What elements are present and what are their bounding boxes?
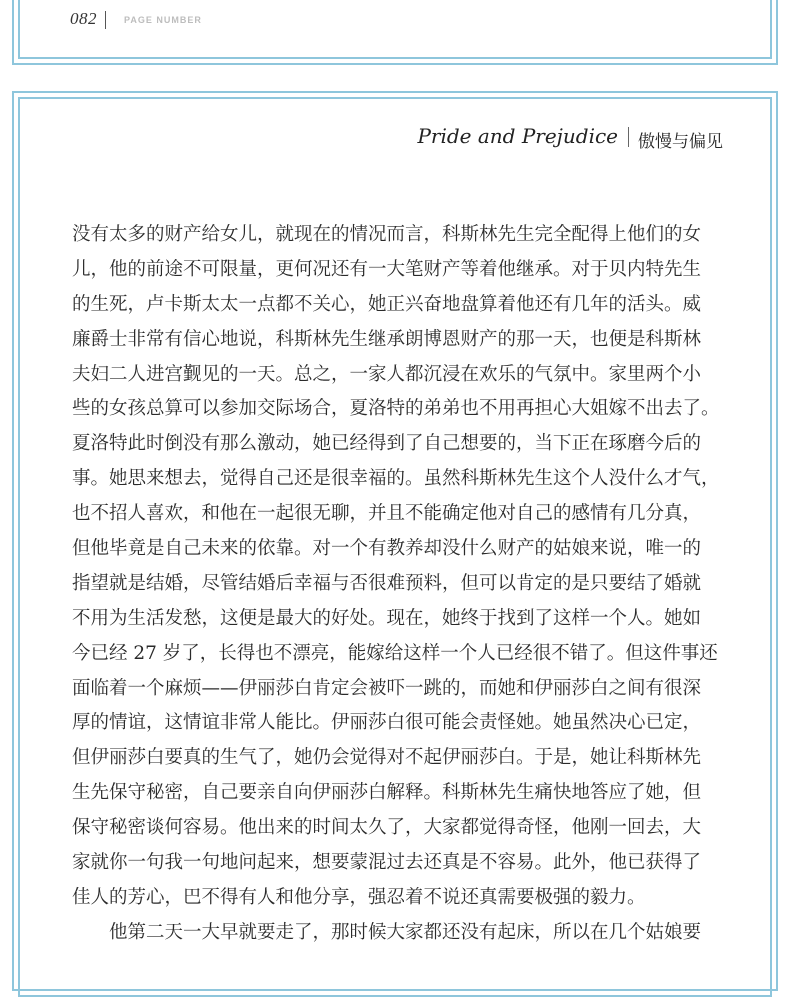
text-line: 也不招人喜欢，和他在一起很无聊，并且不能确定他对自己的感情有几分真，	[72, 503, 702, 525]
text-line: 厚的情谊，这情谊非常人能比。伊丽莎白很可能会责怪她。她虽然决心已定，	[72, 712, 702, 734]
body-text	[72, 218, 728, 951]
text-line: 不用为生活发愁，这便是最大的好处。现在，她终于找到了这样一个人。她如	[72, 607, 702, 629]
text-line: 佳人的芳心，巴不得有人和他分享，强忍着不说还真需要极强的毅力。	[72, 886, 646, 908]
page-number-label: PAGE NUMBER	[124, 15, 202, 25]
paragraph-start-line: 他第二天一大早就要走了，那时候大家都还没有起床，所以在几个姑娘要	[109, 921, 702, 943]
text-line: 事。她思来想去，觉得自己还是很幸福的。虽然科斯林先生这个人没什么才气，	[72, 468, 720, 490]
text-line: 今已经 27 岁了，长得也不漂亮，能嫁给这样一个人已经很不错了。但这件事还	[72, 642, 718, 664]
text-line: 些的女孩总算可以参加交际场合，夏洛特的弟弟也不用再担心大姐嫁不出去了。	[72, 398, 720, 420]
text-line: 面临着一个麻烦——伊丽莎白肯定会被吓一跳的，而她和伊丽莎白之间有很深	[72, 677, 702, 699]
text-line: 家就你一句我一句地问起来，想要蒙混过去还真是不容易。此外，他已获得了	[72, 852, 702, 874]
text-line: 指望就是结婚，尽管结婚后幸福与否很难预料，但可以肯定的是只要结了婚就	[72, 572, 702, 594]
text-line: 儿，他的前途不可限量，更何况还有一大笔财产等着他继承。对于贝内特先生	[72, 258, 702, 280]
running-header-chinese-title: 傲慢与偏见	[638, 132, 723, 152]
text-line: 但他毕竟是自己未来的依靠。对一个有教养却没什么财产的姑娘来说，唯一的	[72, 538, 702, 560]
text-line: 保守秘密谈何容易。他出来的时间太久了，大家都觉得奇怪，他刚一回去，大	[72, 817, 702, 839]
page-number-divider	[105, 11, 106, 29]
running-header-english-title: Pride and Prejudice	[417, 124, 618, 148]
text-line: 的生死，卢卡斯太太一点都不关心，她正兴奋地盘算着他还有几年的活头。威	[72, 293, 702, 315]
previous-page-inner-border	[18, 0, 772, 59]
text-line: 夫妇二人进宫觐见的一天。总之，一家人都沉浸在欢乐的气氛中。家里两个小	[72, 363, 702, 385]
text-line: 没有太多的财产给女儿，就现在的情况而言，科斯林先生完全配得上他们的女	[72, 224, 702, 245]
text-line: 廉爵士非常有信心地说，科斯林先生继承朗博恩财产的那一天，也便是科斯林	[72, 328, 702, 350]
text-line: 生先保守秘密，自己要亲自向伊丽莎白解释。科斯林先生痛快地答应了她，但	[72, 782, 702, 804]
page-number: 082	[70, 9, 97, 28]
text-line: 但伊丽莎白要真的生气了，她仍会觉得对不起伊丽莎白。于是，她让科斯林先	[72, 747, 702, 769]
text-line: 夏洛特此时倒没有那么激动，她已经得到了自己想要的，当下正在琢磨今后的	[72, 433, 702, 455]
running-header-divider	[628, 127, 629, 147]
